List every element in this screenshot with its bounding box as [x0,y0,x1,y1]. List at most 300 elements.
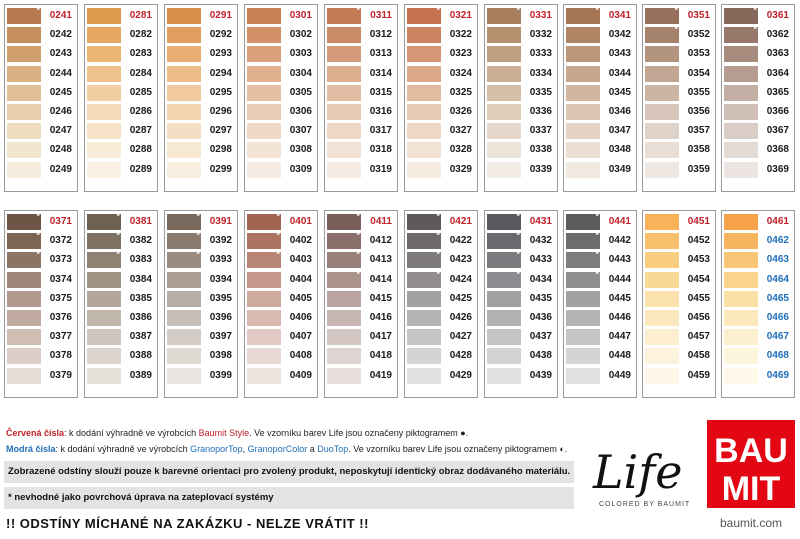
color-swatch [487,329,521,345]
color-code: 0285 [129,86,152,98]
swatch-card [84,4,158,192]
color-code: 0463 [766,254,789,266]
color-code: 0401 [289,216,312,227]
color-code: 0467 [766,331,789,343]
swatch-row [7,251,75,270]
color-swatch [327,27,361,43]
color-swatch [167,27,201,43]
color-swatch [566,348,600,364]
color-swatch [247,329,281,345]
swatch-row [87,26,155,45]
swatch-row [327,122,395,141]
color-code: 0308 [289,144,312,156]
color-code: 0309 [289,163,312,175]
swatch-row [645,122,713,141]
swatch-row [327,213,395,232]
color-swatch [327,211,361,230]
color-code: 0373 [49,254,72,266]
swatch-row [487,328,555,347]
swatch-row [724,65,792,84]
color-code: 0456 [687,311,710,323]
color-code: 0337 [529,125,552,137]
color-swatch [327,142,361,158]
swatch-row [247,213,315,232]
swatch-row [247,26,315,45]
swatch-row [167,84,235,103]
color-swatch [327,5,361,24]
blue-numbers-note [6,444,567,454]
star-icon: * [276,230,280,241]
color-swatch [407,5,441,24]
baumit-url: baumit.com [719,516,783,530]
color-code: 0453 [687,254,710,266]
color-code: 0318 [369,144,392,156]
red-note-end: . [465,428,469,438]
swatch-row [327,347,395,366]
swatch-row [566,26,634,45]
color-swatch [724,310,758,326]
color-code: 0445 [608,292,631,304]
star-icon: * [516,211,520,221]
swatch-row [487,251,555,270]
color-swatch [566,268,600,288]
swatch-row [487,122,555,141]
color-code: 0325 [449,86,472,98]
swatch-row [247,65,315,84]
color-swatch [7,368,41,384]
swatch-row [566,161,634,180]
swatch-row [407,84,475,103]
swatch-row [247,7,315,26]
color-swatch [167,162,201,178]
color-swatch [724,291,758,307]
color-code: 0283 [129,48,152,60]
swatch-row [407,45,475,64]
swatch-row [167,103,235,122]
color-code: 0357 [687,125,710,137]
swatch-row [645,26,713,45]
swatch-row [7,65,75,84]
color-code: 0375 [49,292,72,304]
color-code: 0376 [49,311,72,323]
color-code: 0366 [766,105,789,117]
swatch-row [7,7,75,26]
color-code: 0386 [129,311,152,323]
color-code: 0461 [766,216,789,227]
color-swatch [7,104,41,120]
color-code: 0437 [529,331,552,343]
color-swatch [407,348,441,364]
color-swatch [724,142,758,158]
color-code: 0246 [49,105,72,117]
color-swatch [566,123,600,139]
color-swatch [724,24,758,43]
star-icon: * [356,268,360,279]
color-code: 0355 [687,86,710,98]
swatch-row [247,309,315,328]
color-swatch [7,291,41,307]
color-swatch [487,5,521,24]
color-swatch [7,66,41,82]
color-swatch [87,46,121,62]
color-code: 0281 [129,10,152,21]
color-code: 0291 [209,10,232,21]
swatch-row [7,367,75,386]
color-code: 0464 [766,273,789,285]
swatch-row [724,328,792,347]
color-swatch [167,329,201,345]
color-swatch [645,252,679,268]
swatch-row [7,45,75,64]
swatch-row [87,328,155,347]
color-code: 0328 [449,144,472,156]
color-code: 0305 [289,86,312,98]
color-swatch [566,249,600,268]
color-code: 0321 [449,10,472,21]
color-code: 0363 [766,48,789,60]
color-code: 0441 [608,216,631,227]
color-code: 0414 [369,273,392,285]
color-code: 0343 [608,48,631,60]
color-swatch [247,85,281,101]
swatch-row [566,213,634,232]
color-code: 0407 [289,331,312,343]
swatch-card [4,210,78,398]
color-code: 0284 [129,67,152,79]
color-code: 0313 [369,48,392,60]
color-swatch [7,348,41,364]
color-code: 0346 [608,105,631,117]
swatch-card [4,4,78,192]
swatch-row [87,122,155,141]
color-code: 0314 [369,67,392,79]
star-icon: * [436,230,440,241]
swatch-row [327,26,395,45]
color-swatch [407,123,441,139]
star-icon: * [116,230,120,241]
star-icon: * [436,249,440,260]
color-swatch [167,66,201,82]
color-swatch [247,272,281,288]
swatch-row [407,122,475,141]
swatch-row [645,232,713,251]
swatch-row [407,213,475,232]
color-swatch [487,85,521,101]
swatch-row [327,290,395,309]
color-swatch [327,310,361,326]
swatch-card [642,4,716,192]
swatch-row [645,271,713,290]
color-code: 0286 [129,105,152,117]
swatch-row [167,251,235,270]
color-swatch [645,5,679,24]
color-code: 0352 [687,29,710,41]
color-code: 0404 [289,273,312,285]
swatch-row [7,84,75,103]
color-code: 0287 [129,125,152,137]
swatch-row [724,271,792,290]
swatch-row [87,84,155,103]
color-code: 0388 [129,350,152,362]
color-swatch [87,310,121,326]
color-code: 0369 [766,163,789,175]
color-code: 0381 [129,216,152,227]
swatch-row [645,347,713,366]
swatch-row [247,271,315,290]
color-code: 0408 [289,350,312,362]
swatch-row [327,103,395,122]
swatch-row [724,290,792,309]
color-code: 0385 [129,292,152,304]
color-code: 0451 [687,216,710,227]
baumit-logo-top: BAU [714,432,788,470]
color-swatch [566,162,600,178]
color-swatch [247,66,281,82]
star-icon: * [276,249,280,260]
swatch-row [487,309,555,328]
swatch-row [87,367,155,386]
color-code: 0333 [529,48,552,60]
swatch-row [167,26,235,45]
color-swatch [566,104,600,120]
color-swatch [645,368,679,384]
color-code: 0306 [289,105,312,117]
color-swatch [87,8,121,24]
color-swatch [724,252,758,268]
color-swatch [724,85,758,101]
swatch-row [7,141,75,160]
swatch-row [566,232,634,251]
star-icon: * [674,5,678,15]
color-swatch [645,233,679,249]
color-swatch [724,46,758,62]
color-code: 0336 [529,105,552,117]
swatch-row [487,7,555,26]
color-code: 0393 [209,254,232,266]
color-swatch [487,230,521,249]
color-code: 0421 [449,216,472,227]
swatch-row [487,103,555,122]
color-code: 0296 [209,105,232,117]
swatch-row [327,45,395,64]
star-icon: * [436,211,440,221]
baumit-logo-bottom: MIT [721,470,781,508]
color-swatch [724,368,758,384]
swatch-row [645,103,713,122]
color-code: 0248 [49,144,72,156]
swatch-row [7,290,75,309]
color-swatch [7,27,41,43]
color-code: 0307 [289,125,312,137]
color-swatch [407,27,441,43]
star-icon: * [196,249,200,260]
color-code: 0449 [608,369,631,381]
color-code: 0433 [529,254,552,266]
swatch-row [167,290,235,309]
color-swatch [7,5,41,24]
color-code: 0292 [209,29,232,41]
baumit-logo [705,418,797,528]
swatch-row [487,290,555,309]
star-icon: * [36,230,40,241]
color-swatch [566,142,600,158]
swatch-row [724,232,792,251]
star-icon: * [36,249,40,260]
color-swatch [87,230,121,249]
swatch-row [327,141,395,160]
color-code: 0465 [766,292,789,304]
color-swatch [327,368,361,384]
color-code: 0247 [49,125,72,137]
color-code: 0365 [766,86,789,98]
swatch-row [167,328,235,347]
life-logo [585,430,695,515]
swatch-row [566,84,634,103]
color-swatch [566,368,600,384]
swatch-row [87,271,155,290]
footnote-box: * nevhodné jako povrchová úprava na zateplovací systémy [4,487,574,509]
color-swatch [724,348,758,364]
swatch-row [407,232,475,251]
color-code: 0348 [608,144,631,156]
color-code: 0395 [209,292,232,304]
color-swatch [407,46,441,62]
swatch-row [645,161,713,180]
swatch-row [724,122,792,141]
swatch-row [87,290,155,309]
star-icon: * [36,5,40,15]
color-swatch [7,329,41,345]
color-swatch [407,230,441,249]
color-code: 0452 [687,235,710,247]
color-code: 0435 [529,292,552,304]
swatch-card [563,210,637,398]
swatch-row [7,213,75,232]
color-swatch [247,104,281,120]
swatch-card [563,4,637,192]
color-swatch [7,310,41,326]
baumit-logo-mark [705,418,797,510]
color-code: 0338 [529,144,552,156]
color-code: 0436 [529,311,552,323]
swatch-row [87,213,155,232]
color-swatch [167,8,201,24]
color-code: 0339 [529,163,552,175]
color-swatch [487,142,521,158]
star-icon: * [356,249,360,260]
color-code: 0391 [209,216,232,227]
color-swatch [7,123,41,139]
swatch-row [327,7,395,26]
color-swatch [247,27,281,43]
color-swatch [487,162,521,178]
swatch-row [7,103,75,122]
swatch-card [721,210,795,398]
color-code: 0378 [49,350,72,362]
color-code: 0442 [608,235,631,247]
color-swatch [566,329,600,345]
swatch-row [566,367,634,386]
color-swatch [327,249,361,268]
swatch-row [7,328,75,347]
blue-note-sep: , [242,444,248,454]
swatch-card [484,210,558,398]
color-code: 0367 [766,125,789,137]
swatch-row [247,161,315,180]
color-swatch [87,348,121,364]
color-swatch [167,123,201,139]
swatch-row [407,251,475,270]
swatch-row [87,45,155,64]
color-swatch [645,85,679,101]
color-swatch [327,66,361,82]
swatch-row [327,251,395,270]
swatch-row [327,232,395,251]
star-icon: * [356,5,360,15]
color-code: 0298 [209,144,232,156]
swatch-row [247,232,315,251]
swatch-row [247,328,315,347]
color-swatch [487,46,521,62]
color-code: 0399 [209,369,232,381]
color-swatch [7,230,41,249]
color-code: 0468 [766,350,789,362]
swatch-card [404,4,478,192]
color-swatch [247,230,281,249]
color-swatch [724,123,758,139]
star-icon: * [116,211,120,221]
swatch-row [407,141,475,160]
color-swatch [87,142,121,158]
swatch-row [487,367,555,386]
color-code: 0351 [687,10,710,21]
half-circle-icon: ◐ [559,444,565,454]
color-code: 0354 [687,67,710,79]
swatch-row [566,251,634,270]
color-code: 0439 [529,369,552,381]
color-code: 0428 [449,350,472,362]
color-swatch [247,291,281,307]
red-numbers-note [6,428,468,438]
color-code: 0316 [369,105,392,117]
color-swatch [247,211,281,230]
star-icon: * [674,24,678,35]
swatch-row [87,7,155,26]
color-code: 0361 [766,10,789,21]
color-swatch [724,329,758,345]
swatch-row [407,26,475,45]
swatch-row [724,309,792,328]
color-swatch [566,230,600,249]
color-code: 0397 [209,331,232,343]
color-code: 0326 [449,105,472,117]
swatch-row [167,141,235,160]
color-swatch [327,329,361,345]
color-swatch [487,249,521,268]
red-note-text: : k dodání výhradně ve výrobcích [64,428,199,438]
color-code: 0457 [687,331,710,343]
swatch-row [487,141,555,160]
swatch-row [645,45,713,64]
color-code: 0454 [687,273,710,285]
swatch-row [724,26,792,45]
color-swatch [487,348,521,364]
swatch-row [7,122,75,141]
swatch-row [566,347,634,366]
color-code: 0402 [289,235,312,247]
color-code: 0383 [129,254,152,266]
swatch-row [724,367,792,386]
